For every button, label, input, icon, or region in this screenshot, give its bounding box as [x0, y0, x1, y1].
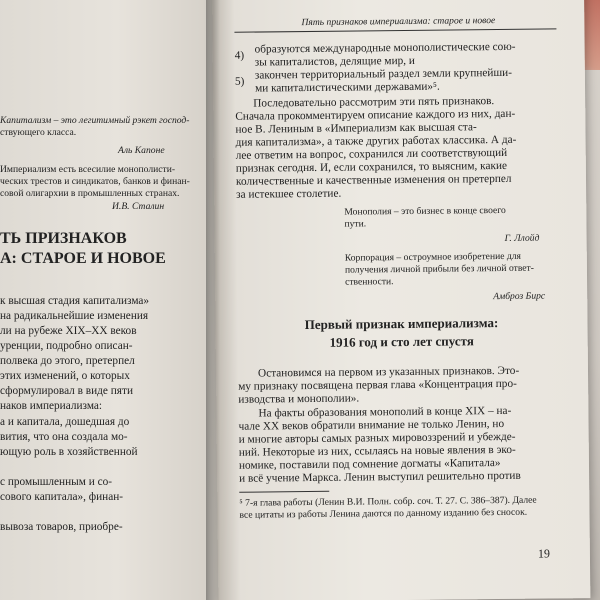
left-body-line: наков империализма: [0, 400, 103, 412]
para1-line: ное В. Лениным в «Империализм как высшая ста- [235, 121, 477, 136]
page-number: 19 [537, 546, 550, 561]
right-page [212, 0, 590, 600]
quote2-line: Корпорация – остроумное изобретение для [344, 250, 521, 264]
epigraph2-line1: Империализм есть всесилие монополисти- [0, 164, 176, 175]
epigraph2-author: И.В. Сталин [112, 201, 165, 212]
quote2-line: получения личной прибыли без личной ответ- [344, 262, 534, 276]
epigraph1-line2: ствующего класса. [0, 127, 77, 138]
left-body-line: ющую роль в хозяйственной [0, 446, 138, 458]
list-item-number: 5) [234, 75, 245, 88]
section-title-line1: Первый признак империализма: [304, 315, 499, 333]
para3-line: номике, поставили под сомнение догматы «Капитала» [238, 457, 501, 472]
para2-line: му признаку посвящена первая глава «Концентрация про- [238, 377, 517, 393]
left-body-line: ли на рубеже XIX–XX веков [0, 325, 137, 337]
epigraph2-line3: совой олигархии в промышленных странах. [0, 188, 180, 199]
section-title-line2: 1916 год и сто лет спустя [329, 333, 474, 350]
left-body-line: этих изменений, о которых [0, 370, 130, 382]
left-body-line: к высшая стадия капитализма» [0, 295, 150, 307]
left-page [0, 0, 230, 600]
quote1-author: Г. Ллойд [504, 232, 540, 244]
para2-line: изводства и монополии». [238, 392, 360, 406]
para3-line: и многие авторы самых разных мировоззрений и убежде- [238, 430, 516, 446]
para1-line: дия капитализма», а также других работах классика. А да- [235, 133, 517, 149]
para3-line: На факты образования монополий в конце XIX – на- [258, 404, 512, 420]
list-item-line: образуются международные монополистические сою- [254, 40, 516, 56]
epigraph1-author: Аль Капоне [118, 145, 165, 156]
left-body-line: с промышленным и со- [0, 476, 113, 488]
para1-line: Последовательно рассмотрим эти пять признаков. [253, 95, 495, 110]
epigraph2-line2: ческих трестов и синдикатов, банков и финан- [0, 176, 190, 187]
para1-line: лее ответим на вопрос, сохранился ли соответствующий [235, 146, 508, 162]
list-item-line: ми капиталистическими державами»⁵. [254, 80, 440, 95]
left-body-line: уренции, подробно описан- [0, 340, 133, 352]
list-item-line: зы капиталистов, делящие мир, и [254, 54, 415, 69]
quote2-line: ственности. [345, 276, 394, 288]
para1-line: за истекшее столетие. [236, 187, 342, 201]
epigraph1-line1: Капитализм – это легитимный рэкет господ- [0, 115, 190, 126]
footnote-line: все цитаты из работы Ленина даются по данному изданию без сносок. [239, 506, 528, 521]
chapter-heading-line1: ТЬ ПРИЗНАКОВ [0, 230, 127, 247]
quote1-line: Монополия – это бизнес в конце своего [344, 204, 506, 218]
left-body-line: вития, что она создала мо- [0, 431, 128, 443]
quote1-line: пути. [344, 218, 367, 230]
para1-line: количественные и качественные изменения он претерпел [235, 172, 512, 188]
footnote-line: ⁵ 7-я глава работы (Ленин В.И. Полн. собр. соч. Т. 27. С. 386–387). Далее [239, 494, 537, 509]
left-body-line: сформулировал в виде пяти [0, 385, 133, 397]
footnote-rule [239, 491, 329, 493]
para1-line: Сначала прокомментируем описание каждого из них, дан- [235, 107, 516, 123]
left-body-line: полвека до этого, претерпел [0, 355, 135, 367]
para3-line: и всё учение Маркса. Ленин выступил решительно против [239, 469, 521, 485]
para2-line: Остановимся на первом из указанных признаков. Это- [257, 364, 520, 380]
left-body-line: сового капитала», финан- [0, 491, 124, 503]
para3-line: ний. Некоторые из них, ссылаясь на новые явления в эко- [238, 443, 516, 459]
left-body-line: вывоза товаров, приобре- [0, 521, 123, 533]
left-body-line: на радикальнейшие изменения [0, 310, 149, 322]
running-head: Пять признаков империализма: старое и новое [301, 15, 496, 29]
para3-line: чале XX веков обратили внимание не только Ленин, но [238, 417, 505, 433]
left-body-line: а и капитала, дошедшая до [0, 416, 130, 428]
book-gutter-shadow [206, 0, 220, 600]
chapter-heading-line2: А: СТАРОЕ И НОВОЕ [0, 250, 166, 267]
para1-line: признак сегодня. И, если сохранился, то выясним, какие [235, 159, 508, 175]
quote2-author: Амброз Бирс [493, 290, 546, 303]
list-item-line: закончен территориальный раздел земли крупнейши- [254, 66, 513, 82]
list-item-number: 4) [234, 49, 245, 62]
running-head-rule [234, 28, 556, 32]
